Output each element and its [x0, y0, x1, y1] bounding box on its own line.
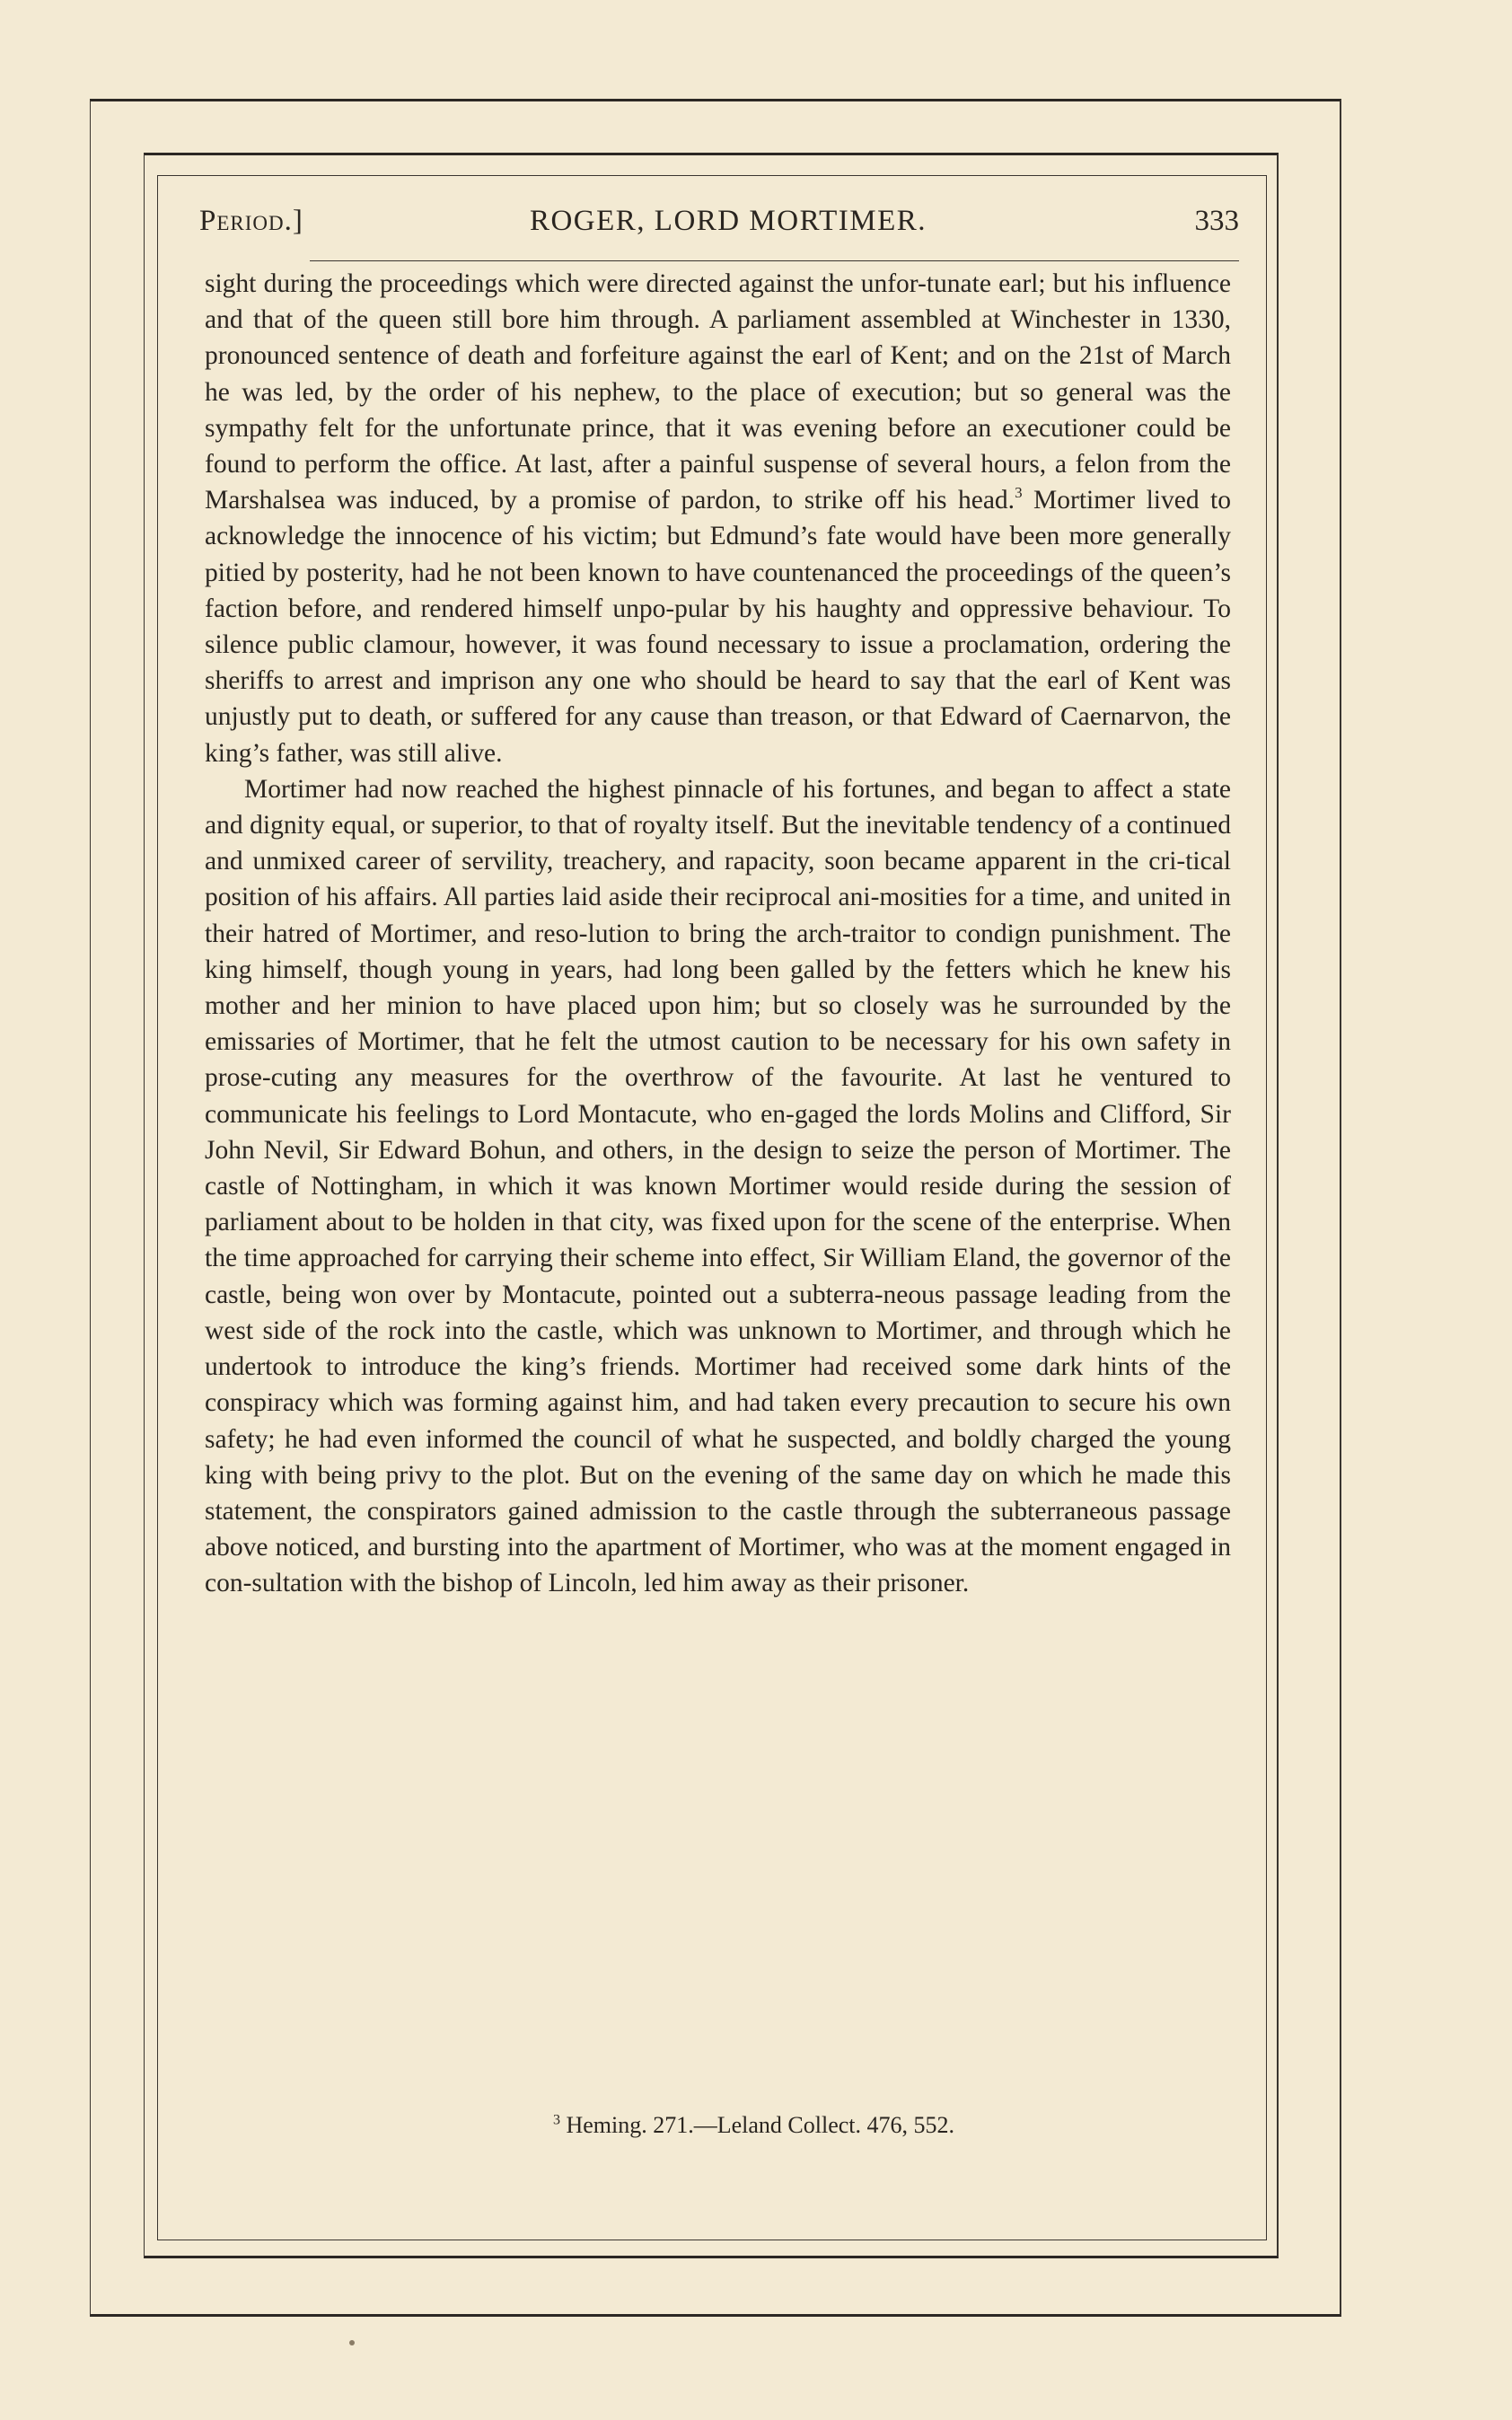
footnote [205, 2112, 1231, 2139]
running-head [199, 205, 1239, 244]
page-number: 333 [1194, 205, 1239, 237]
running-head-period: Period.] [199, 205, 303, 237]
footnote-text: Heming. 271.—Leland Collect. 476, 552. [566, 2112, 955, 2138]
main-text [205, 266, 1231, 1602]
paragraph-1-text-after: Mortimer lived to acknowledge the innocence of his victim; but Edmund’s fate would have been more generally pitied by posterity, had he not been known to have countenanced the proceedings of the queen’s faction before, and rendered himself unpo-pular by his haughty and oppressive behaviour. To silence public clamour, however, it was found necessary to issue a proclamation, ordering the sheriffs to arrest and imprison any one who should be heard to say that the earl of Kent was unjustly put to death, or suffered for any cause than treason, or that Edward of Caernarvon, the king’s father, was still alive. [205, 486, 1231, 768]
paper-speck [349, 2340, 355, 2345]
running-head-title: ROGER, LORD MORTIMER. [529, 205, 927, 237]
paragraph-1-text-before: sight during the proceedings which were directed against the unfor-tunate earl; but his influence and that of the queen still bore him through. A parliament assembled at Winchester in 1330, pronounced sentence of death and forfeiture against the earl of Kent; and on the 21st of March he was led, by the order of his nephew, to the place of execution; but so general was the sympathy felt for the unfortunate prince, that it was evening before an executioner could be found to perform the office. At last, after a painful suspense of several hours, a felon from the Marshalsea was induced, by a promise of pardon, to strike off his head. [205, 269, 1231, 515]
paragraph-2: Mortimer had now reached the highest pinnacle of his fortunes, and began to affect a state and dignity equal, or superior, to that of royalty itself. But the inevitable tendency of a continued and unmixed career of servility, treachery, and rapacity, soon became apparent in the cri-tical position of his affairs. All parties laid aside their reciprocal ani-mosities for a time, and united in their hatred of Mortimer, and reso-lution to bring the arch-traitor to condign punishment. The king himself, though young in years, had long been galled by the fetters which he knew his mother and her minion to have placed upon him; but so closely was he surrounded by the emissaries of Mortimer, that he felt the utmost caution to be necessary for his own safety in prose-cuting any measures for the overthrow of the favourite. At last he ventured to communicate his feelings to Lord Montacute, who en-gaged the lords Molins and Clifford, Sir John Nevil, Sir Edward Bohun, and others, in the design to seize the person of Mortimer. The castle of Nottingham, in which it was known Mortimer would reside during the session of parliament about to be holden in that city, was fixed upon for the scene of the enterprise. When the time approached for carrying their scheme into effect, Sir William Eland, the governor of the castle, being won over by Montacute, pointed out a subterra-neous passage leading from the west side of the rock into the castle, which was unknown to Mortimer, and through which he undertook to introduce the king’s friends. Mortimer had received some dark hints of the conspiracy which was forming against him, and had taken every precaution to secure his own safety; he had even informed the council of what he suspected, and boldly charged the young king with being privy to the plot. But on the evening of the same day on which he made this statement, the conspirators gained admission to the castle through the subterraneous passage above noticed, and bursting into the apartment of Mortimer, who was at the moment engaged in con-sultation with the bishop of Lincoln, led him away as their prisoner. [205, 774, 1231, 1598]
footnote-mark: 3 [552, 2112, 560, 2128]
footnote-reference: 3 [1015, 484, 1023, 502]
paragraph-1 [205, 266, 1231, 771]
running-head-rule [310, 260, 1239, 261]
